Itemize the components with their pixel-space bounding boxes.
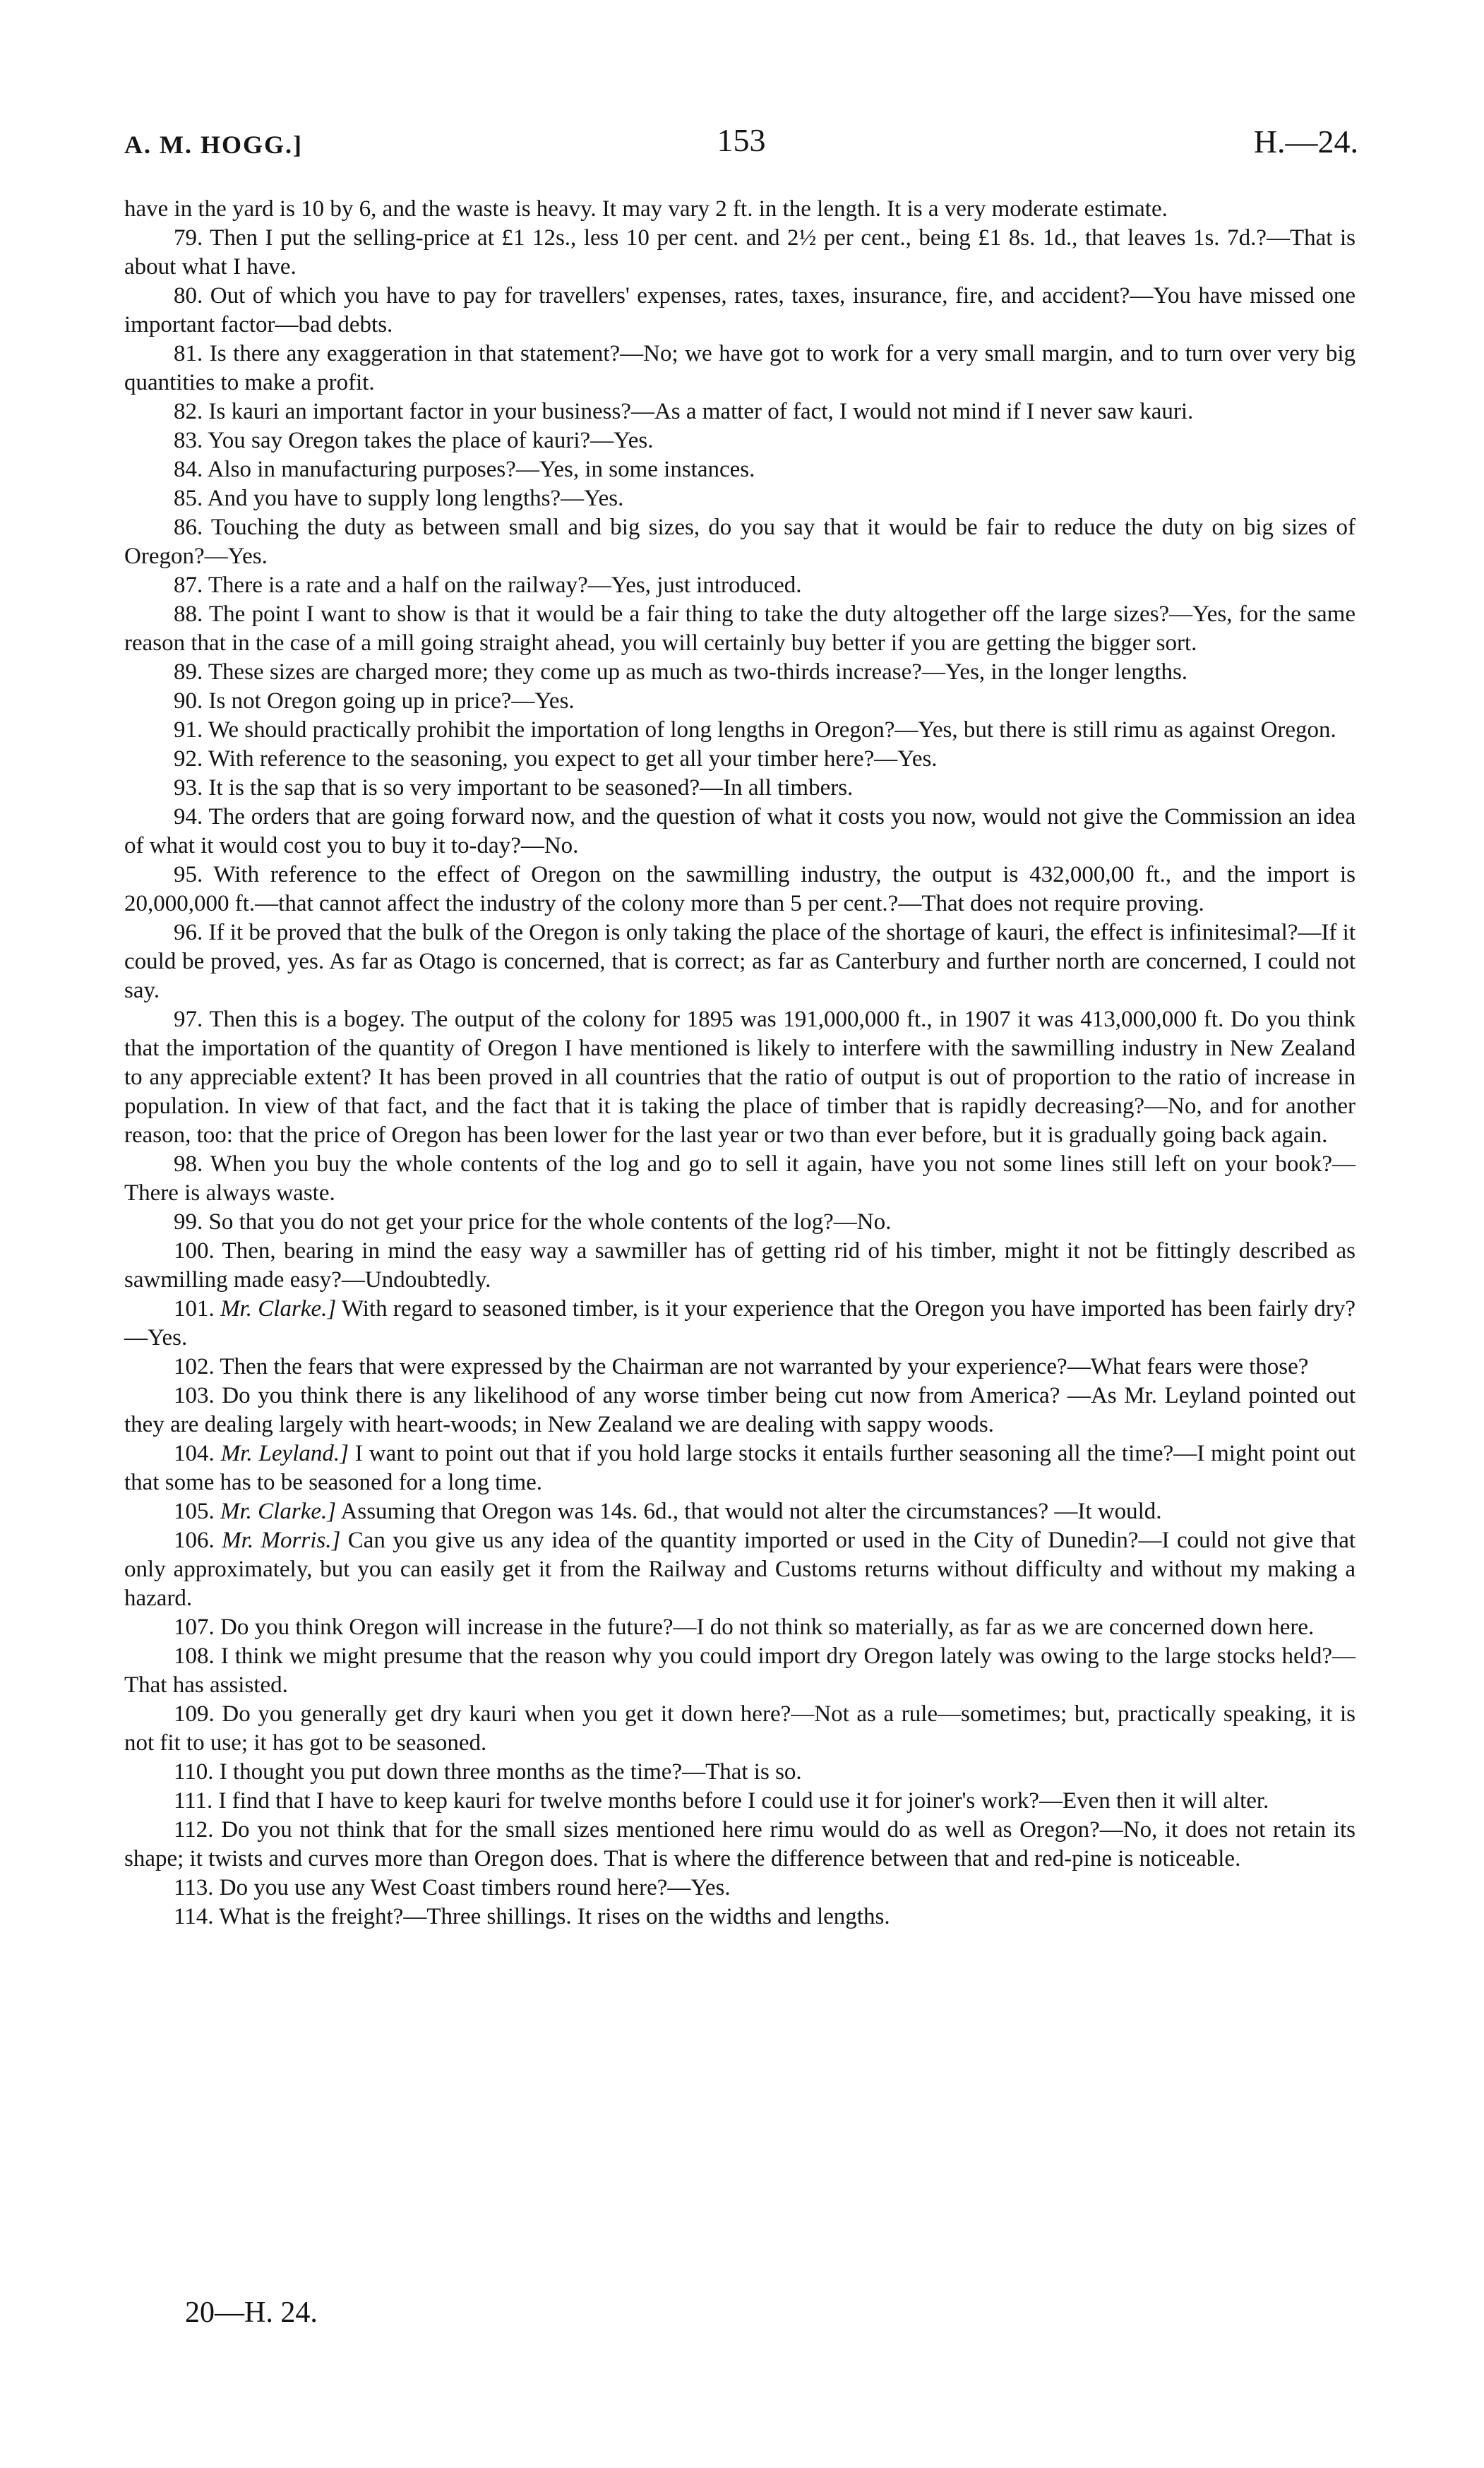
paragraph: 88. The point I want to show is that it would be a fair thing to take the duty altogether off the large sizes?—Yes, for the same reason that in the case of a mill going straight ahead, you will certainly buy better if you are getting the bigger sort. — [124, 601, 1356, 656]
witness-name-header: A. M. HOGG.] — [124, 131, 303, 159]
speaker-name: Mr. Leyland.] — [220, 1441, 349, 1466]
paper-reference: H.—24. — [1253, 124, 1358, 160]
paragraph: 91. We should practically prohibit the importation of long lengths in Oregon?—Yes, but there is still rimu as against Oregon. — [174, 717, 1336, 743]
paragraph: 84. Also in manufacturing purposes?—Yes, in some instances. — [174, 457, 755, 482]
paragraph: 113. Do you use any West Coast timbers round here?—Yes. — [174, 1875, 731, 1900]
page-number: 153 — [717, 122, 766, 158]
paragraph — [124, 1439, 1356, 1497]
paragraph-text: Assuming that Oregon was 14s. 6d., that would not alter the circumstances? —It would. — [340, 1499, 1162, 1524]
paragraph: 112. Do you not think that for the small sizes mentioned here rimu would do as well as Oregon?—No, it does not retain its shape; it twists and curves more than Oregon does. That is where the difference between that and red-pine is noticeable. — [124, 1817, 1356, 1871]
paragraph-text: With regard to seasoned timber, is it your experience that the Oregon you have imported has been fairly dry?—Yes. — [124, 1296, 1356, 1350]
paragraph — [124, 1497, 1356, 1526]
paragraph-text: I want to point out that if you hold large stocks it entails further seasoning all the time?—I might point out that some has to be seasoned for a long time. — [124, 1441, 1356, 1495]
paragraph: 97. Then this is a bogey. The output of the colony for 1895 was 191,000,000 ft., in 1907 it was 413,000,000 ft. Do you think that the importation of the quantity of Oregon I have mentioned is likely to interfere with the sawmilling industry in New Zealand to any appreciable extent? It has been proved in all countries that the ratio of output is out of proportion to the ratio of increase in population. In view of that fact, and the fact that it is taking the place of timber that is rapidly decreasing?—No, and for another reason, too: that the price of Oregon has been lower for the last year or two than ever before, but it is gradually going back again. — [124, 1007, 1356, 1148]
paragraph: 89. These sizes are charged more; they come up as much as two-thirds increase?—Yes, in the longer lengths. — [174, 659, 1188, 685]
paragraph: 85. And you have to supply long lengths?—Yes. — [174, 486, 624, 511]
paragraph: 83. You say Oregon takes the place of kauri?—Yes. — [174, 428, 654, 453]
paragraph-text: Can you give us any idea of the quantity imported or used in the City of Dunedin?—I could not give that only approximately, but you can easily get it from the Railway and Customs returns without difficulty and without my making a hazard. — [124, 1528, 1356, 1611]
paragraph: 82. Is kauri an important factor in your business?—As a matter of fact, I would not mind if I never saw kauri. — [174, 399, 1194, 424]
paragraph: 110. I thought you put down three months as the time?—That is so. — [174, 1759, 802, 1785]
paragraph: 111. I find that I have to keep kauri for twelve months before I could use it for joiner's work?—Even then it will alter. — [174, 1788, 1269, 1814]
paragraph: 108. I think we might presume that the reason why you could import dry Oregon lately was owing to the large stocks held?—That has assisted. — [124, 1643, 1356, 1698]
paragraph: 102. Then the fears that were expressed by the Chairman are not warranted by your experience?—What fears were those? — [174, 1354, 1309, 1379]
paragraph: 99. So that you do not get your price for the whole contents of the log?—No. — [174, 1209, 892, 1235]
testimony-body — [124, 195, 1356, 1931]
paragraph: 87. There is a rate and a half on the railway?—Yes, just introduced. — [174, 573, 802, 598]
signature-mark: 20—H. 24. — [185, 2296, 318, 2329]
paragraph: 79. Then I put the selling-price at £1 12s., less 10 per cent. and 2½ per cent., being £1 8s. 1d., that leaves 1s. 7d.?—That is about what I have. — [124, 225, 1356, 280]
paragraph: have in the yard is 10 by 6, and the waste is heavy. It may vary 2 ft. in the length. It is a very moderate estimate. — [124, 196, 1168, 222]
page-header — [124, 121, 1358, 171]
paragraph: 94. The orders that are going forward now, and the question of what it costs you now, would not give the Commission an idea of what it would cost you to buy it to-day?—No. — [124, 804, 1356, 858]
question-number: 106. — [174, 1528, 215, 1553]
paragraph: 80. Out of which you have to pay for travellers' expenses, rates, taxes, insurance, fire, and accident?—You have missed one important factor—bad debts. — [124, 283, 1356, 337]
speaker-name: Mr. Clarke.] — [220, 1499, 337, 1524]
paragraph: 86. Touching the duty as between small and big sizes, do you say that it would be fair to reduce the duty on big sizes of Oregon?—Yes. — [124, 515, 1356, 569]
paragraph: 95. With reference to the effect of Oregon on the sawmilling industry, the output is 432,000,00 ft., and the import is 20,000,000 ft.—that cannot affect the industry of the colony more than 5 per cent.?—That does not require proving. — [124, 862, 1356, 916]
paragraph: 107. Do you think Oregon will increase in the future?—I do not think so materially, as far as we are concerned down here. — [174, 1615, 1315, 1640]
paragraph: 93. It is the sap that is so very important to be seasoned?—In all timbers. — [174, 775, 854, 801]
paragraph: 90. Is not Oregon going up in price?—Yes. — [174, 688, 575, 714]
paragraph: 96. If it be proved that the bulk of the Oregon is only taking the place of the shortage of kauri, the effect is infinitesimal?—If it could be proved, yes. As far as Otago is concerned, that is correct; as far as Canterbury and further north are concerned, I could not say. — [124, 920, 1356, 1003]
paragraph: 103. Do you think there is any likelihood of any worse timber being cut now from America? —As Mr. Leyland pointed out they are dealing largely with heart-woods; in New Zealand we are dealing with sappy woods. — [124, 1383, 1356, 1437]
paragraph: 109. Do you generally get dry kauri when you get it down here?—Not as a rule—sometimes; but, practically speaking, it is not fit to use; it has got to be seasoned. — [124, 1701, 1356, 1756]
question-number: 104. — [174, 1441, 215, 1466]
speaker-name: Mr. Clarke.] — [220, 1296, 337, 1322]
paragraph: 98. When you buy the whole contents of the log and go to sell it again, have you not some lines still left on your book?—There is always waste. — [124, 1151, 1356, 1206]
speaker-name: Mr. Morris.] — [222, 1528, 341, 1553]
paragraph — [124, 1526, 1356, 1613]
paragraph: 92. With reference to the seasoning, you expect to get all your timber here?—Yes. — [174, 746, 938, 772]
question-number: 101. — [174, 1296, 215, 1322]
question-number: 105. — [174, 1499, 215, 1524]
paragraph — [124, 1295, 1356, 1353]
paragraph: 100. Then, bearing in mind the easy way a sawmiller has of getting rid of his timber, might it not be fittingly described as sawmilling made easy?—Undoubtedly. — [124, 1238, 1356, 1293]
paragraph: 81. Is there any exaggeration in that statement?—No; we have got to work for a very small margin, and to turn over very big quantities to make a profit. — [124, 341, 1356, 395]
paragraph: 114. What is the freight?—Three shillings. It rises on the widths and lengths. — [174, 1904, 890, 1929]
